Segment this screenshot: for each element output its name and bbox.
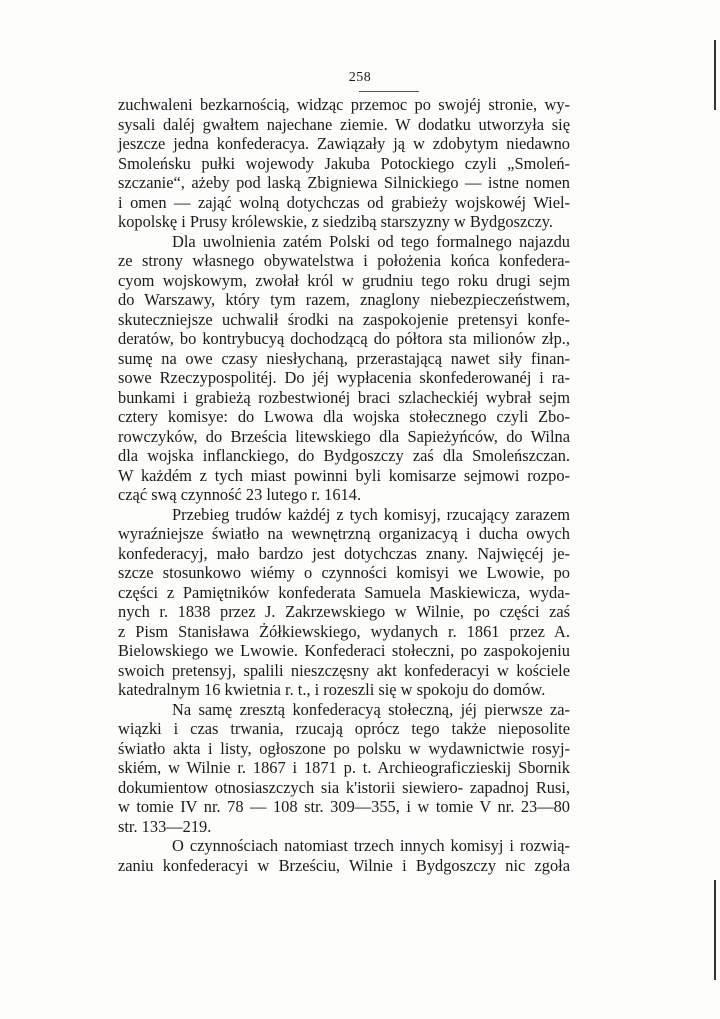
text-line: sysali daléj gwałtem najechane ziemie. W dodatku utworzyła się (118, 114, 570, 134)
text-line: szczanie“, ażeby pod laską Zbigniewa Silnickiego — istne nomen (118, 173, 570, 192)
text-line: sumę na owe czasy niesłychaną, przerastającą nawet siły finan- (118, 348, 570, 368)
text-line: Smoleńsku pułki wojewody Jakuba Potockiego czyli „Smoleń- (118, 153, 570, 173)
text-line: Bielowskiego we Lwowie. Konfederaci stołeczni, po zaspokojeniu (118, 641, 570, 660)
text-line: deratów, bo kontrybucyą dochodzącą do półtora sta milionów złp., (118, 329, 570, 348)
text-line: wiązki i czas trwania, rzucają oprócz tego także nieposolite (118, 719, 570, 738)
text-line: i omen — zająć wolną dotychczas od grabieży wojskowéj Wiel- (118, 192, 570, 212)
text-line: ze strony własnego obywatelstwa i położenia końca konfedera- (118, 251, 570, 270)
paragraph (118, 700, 570, 837)
text-line: skiém, w Wilnie r. 1867 i 1871 p. t. Archieograficzieskij Sbornik (118, 758, 570, 777)
text-line: cztery komisye: do Lwowa dla wojska stołecznego czyli Zbo- (118, 407, 570, 426)
text-line: z Pism Stanisława Żółkiewskiego, wydanych r. 1861 przez A. (118, 621, 570, 641)
paragraph (118, 232, 570, 505)
paragraph (118, 95, 570, 232)
paragraph (118, 505, 570, 700)
page-number-rule (359, 91, 419, 92)
text-line: w tomie IV nr. 78 — 108 str. 309—355, i w tomie V nr. 23—80 (118, 797, 570, 816)
text-line: światło akta i listy, ogłoszone po polsku w wydawnictwie rosyj- (118, 738, 570, 758)
text-line: rowczyków, do Brześcia litewskiego dla Sapieżyńców, do Wilna (118, 426, 570, 446)
text-line: skuteczniejsze uchwalił środki na zaspokojenie pretensyi konfe- (118, 309, 570, 329)
text-line: konfederacyj, mało bardzo jest dotychczas znany. Najwięcéj je- (118, 543, 570, 563)
text-line: katedralnym 16 kwietnia r. t., i rozeszli się w spokoju do domów. (118, 680, 546, 699)
page-edge-mark-top (714, 40, 716, 110)
text-line: wyraźniejsze światło na wewnętrzną organizacyą i ducha owych (118, 524, 570, 543)
text-line: zuchwaleni bezkarnością, widząc przemoc po swojéj stronie, wy- (118, 95, 570, 114)
text-line: swoich pretensyj, spalili nieszczęsny akt konfederacyi w kościele (118, 660, 570, 680)
text-line: Na samę zresztą konfederacyą stołeczną, jéj pierwsze za- (172, 699, 570, 719)
text-line: Przebieg trudów każdéj z tych komisyj, rzucający zarazem (172, 504, 570, 524)
page-edge-mark-bottom (714, 880, 716, 980)
text-line: do Warszawy, który tym razem, znaglony niebezpieczeństwem, (118, 290, 570, 309)
text-line: zaniu konfederacyi w Brześciu, Wilnie i Bydgoszczy nic zgoła (118, 855, 570, 875)
text-line: cyom wojskowym, zwołał król w grudniu tego roku drugi sejm (118, 270, 570, 290)
text-line: bunkami i grabieżą rozbestwionéj braci szlacheckiéj wybrał sejm (118, 387, 570, 407)
paragraph (118, 836, 570, 875)
body-text (118, 95, 570, 875)
text-line: cząć swą czynność 23 lutego r. 1614. (118, 485, 362, 504)
text-line: części z Pamiętników konfederata Samuela Maskiewicza, wyda- (118, 582, 570, 602)
text-line: kopolskę i Prusy królewskie, z siedzibą starszyzny w Bydgoszczy. (118, 212, 554, 231)
text-line: W każdém z tych miast powinni byli komisarze sejmowi rozpo- (118, 465, 570, 485)
text-line: jeszcze jedna konfederacya. Zawiązały ją w zdobytym niedawno (118, 134, 570, 153)
text-line: str. 133—219. (118, 816, 212, 836)
page-number: 258 (348, 70, 372, 85)
text-line: szcze stosunkowo wiémy o czynności komisyi we Lwowie, po (118, 563, 570, 582)
text-line: O czynnościach natomiast trzech innych komisyj i rozwią- (172, 836, 570, 855)
text-line: dokumientow otnosiaszczych sia k'istorii siewiero- zapadnoj Rusi, (118, 777, 570, 797)
text-line: sowe Rzeczypospolitéj. Do jéj wypłacenia skonfederowanéj i ra- (118, 368, 570, 387)
text-line: nych r. 1838 przez J. Zakrzewskiego w Wilnie, po części zaś (118, 602, 570, 621)
text-line: dla wojska inflanckiego, do Bydgoszczy zaś dla Smoleńszczan. (118, 446, 570, 465)
text-line: Dla uwolnienia zatém Polski od tego formalnego najazdu (172, 231, 570, 251)
